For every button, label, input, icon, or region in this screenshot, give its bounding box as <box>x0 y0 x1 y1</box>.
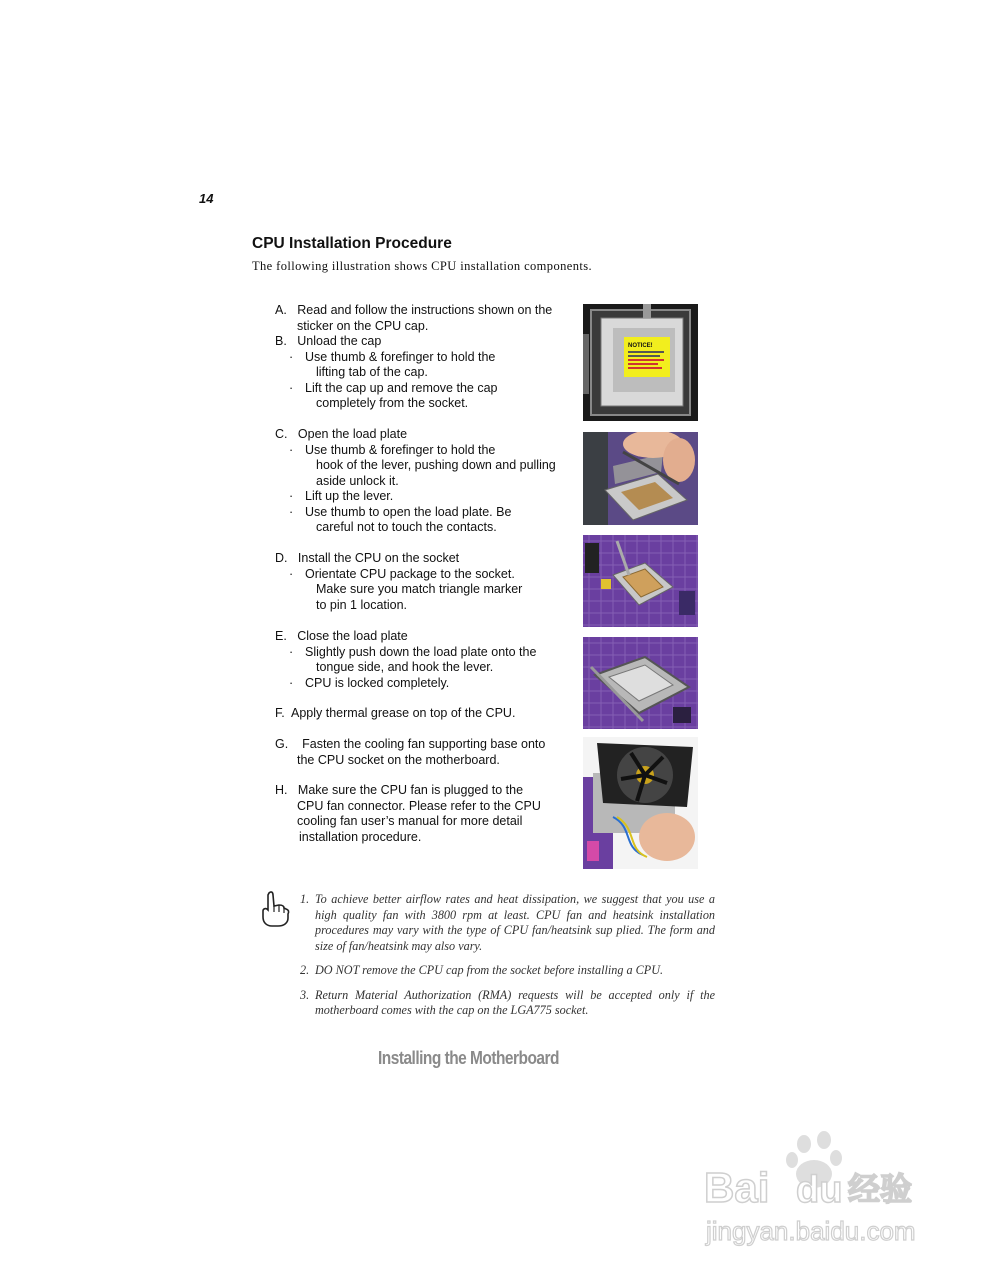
section-title: CPU Installation Procedure <box>252 235 452 252</box>
photo-cpu-cap-sticker <box>583 304 698 421</box>
bullet-text: Use thumb & forefinger to hold the <box>305 349 496 364</box>
step-e: E. Close the load plate · Slightly push down the load plate onto the tongue side, and hook the lever. · CPU is locked completely. <box>275 629 575 691</box>
step-letter: C. <box>275 427 288 441</box>
note-item <box>300 892 715 954</box>
bullet-text: lifting tab of the cap. <box>316 365 428 379</box>
note-item <box>300 963 715 979</box>
bullet-text: hook of the lever, pushing down and pulling <box>316 458 556 472</box>
svg-text:jingyan.baidu.com: jingyan.baidu.com <box>706 1216 916 1246</box>
step-c: C. Open the load plate · Use thumb & forefinger to hold the hook of the lever, pushing down and pulling aside unlock it. · Lift up the lever. · Use thumb to open the load plate. Be careful not to touch the contacts. <box>275 427 575 536</box>
step-text: Make sure the CPU fan is plugged to the <box>297 783 524 797</box>
photo-close-load-plate <box>583 637 698 729</box>
svg-text:经验: 经验 <box>848 1170 913 1208</box>
svg-text:Bai: Bai <box>704 1164 770 1211</box>
step-text: Close the load plate <box>297 629 408 643</box>
bullet-text: Orientate CPU package to the socket. <box>305 566 515 581</box>
note-number: 3. <box>300 987 310 1002</box>
step-letter: F. <box>275 706 285 720</box>
step-text: Fasten the cooling fan supporting base onto <box>302 737 546 751</box>
bullet-text: tongue side, and hook the lever. <box>316 660 494 674</box>
step-letter: A. <box>275 303 287 317</box>
bullet-text: to pin 1 location. <box>316 597 408 612</box>
note-text: DO NOT remove the CPU cap from the socket before installing a CPU. <box>315 963 664 977</box>
step-letter: D. <box>275 551 288 565</box>
step-g <box>275 737 575 768</box>
baidu-watermark-logo <box>700 1130 940 1250</box>
note-number: 1. <box>300 892 310 906</box>
step-f <box>275 706 575 722</box>
bullet-text: Make sure you match triangle marker <box>316 582 523 596</box>
bullet-text: Use thumb & forefinger to hold the <box>305 442 496 457</box>
chapter-footer: Installing the Motherboard <box>378 1048 559 1068</box>
photo-open-load-plate <box>583 432 698 525</box>
step-text: Unload the cap <box>297 334 382 348</box>
pointing-hand-icon <box>259 890 293 928</box>
step-letter: G. <box>275 737 289 751</box>
step-h <box>275 783 575 845</box>
bullet-text: CPU is locked completely. <box>305 675 450 690</box>
step-text: Open the load plate <box>297 427 408 441</box>
notes-list <box>300 892 715 1028</box>
step-text: Read and follow the instructions shown on the <box>297 303 553 317</box>
step-text: installation procedure. <box>299 829 422 844</box>
note-item <box>300 988 715 1019</box>
step-letter: B. <box>275 334 287 348</box>
svg-text:du: du <box>796 1169 843 1211</box>
step-letter: E. <box>275 629 287 643</box>
bullet-text: careful not to touch the contacts. <box>316 520 497 534</box>
bullet-text: Slightly push down the load plate onto the <box>305 644 537 659</box>
step-text: CPU fan connector. Please refer to the CPU <box>297 798 541 813</box>
note-text: Return Material Authorization (RMA) requests will be accepted only if the motherboard comes with the cap on the LGA775 socket. <box>315 987 715 1017</box>
note-text: To achieve better airflow rates and heat dissipation, we suggest that you use a high quality fan with 3800 rpm at least. CPU fan and heatsink installation procedures may vary with the type of CPU fan/heatsink sup plied. The form and size of fan/heatsink may also vary. <box>315 892 715 953</box>
photo-cpu-fan <box>583 737 698 869</box>
page-number: 14 <box>199 191 214 206</box>
step-b: B. Unload the cap · Use thumb & forefinger to hold the lifting tab of the cap. · Lift the cap up and remove the cap completely from the socket. <box>275 334 575 412</box>
bullet-text: Use thumb to open the load plate. Be <box>305 504 512 519</box>
step-text: sticker on the CPU cap. <box>297 318 429 333</box>
photo-install-cpu <box>583 535 698 627</box>
bullet-text: aside unlock it. <box>316 473 399 488</box>
sticker-heading: NOTICE! <box>628 343 653 349</box>
step-a <box>275 303 575 334</box>
intro-text: The following illustration shows CPU installation components. <box>252 259 593 273</box>
bullet-text: completely from the socket. <box>316 396 469 410</box>
step-letter: H. <box>275 783 288 797</box>
step-d: D. Install the CPU on the socket · Orientate CPU package to the socket. Make sure you match triangle marker to pin 1 location. <box>275 551 575 613</box>
note-number: 2. <box>300 963 310 977</box>
step-text: Install the CPU on the socket <box>297 551 460 565</box>
step-text: Apply thermal grease on top of the CPU. <box>291 706 516 720</box>
bullet-text: Lift up the lever. <box>305 489 394 503</box>
step-text: cooling fan user’s manual for more detail <box>297 814 523 828</box>
step-text: the CPU socket on the motherboard. <box>297 752 500 767</box>
bullet-text: Lift the cap up and remove the cap <box>305 380 498 395</box>
